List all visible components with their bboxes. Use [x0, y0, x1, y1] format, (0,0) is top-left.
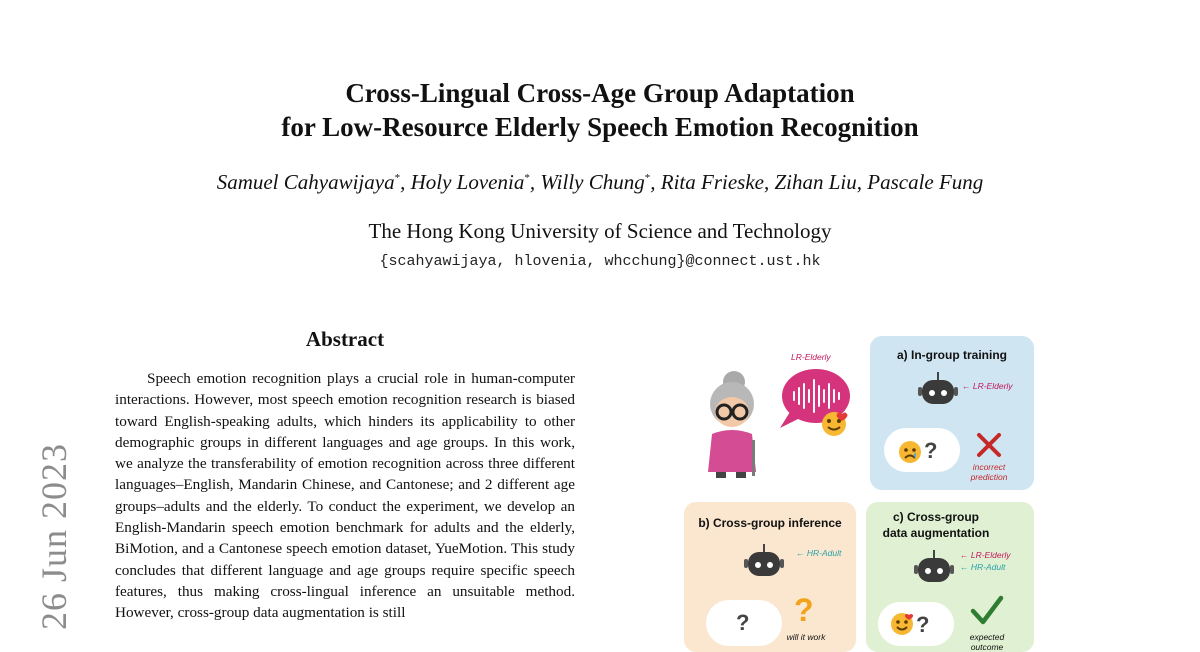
robot-icon: [918, 376, 958, 404]
author-emails: {scahyawijaya, hlovenia, whcchung}@connect.ust.hk: [379, 253, 821, 270]
author: Willy Chung*,: [540, 170, 661, 194]
paper-title-line-2: for Low-Resource Elderly Speech Emotion Recognition: [281, 112, 919, 142]
hr-adult-tag: ← HR-Adult: [960, 562, 1006, 572]
panel-b-result: will it work: [786, 632, 826, 642]
abstract-paragraph: Speech emotion recognition plays a crucial role in human-computer interactions. However, most speech emotion recognition research is biased toward English-speaking adults, which hinders its applicability to other demographic groups in different languages and age groups. In this work, we analyze the transferability of emotion recognition across three different languages–English, Mandarin Chinese, and Cantonese; and 2 different age groups–adults and the elderly. To conduct the experiment, we develop an English-Mandarin speech emotion benchmark for adults and the elderly, BiMotion, and a Cantonese speech emotion dataset, YueMotion. This study concludes that different language and age groups require specific speech features, thus making cross-lingual inference an unsuitable method. However, cross-group data augmentation is still: [115, 370, 575, 622]
cross-mark-icon: [976, 432, 1002, 458]
abstract-body: [115, 368, 575, 624]
lr-elderly-tag: ← LR-Elderly: [962, 381, 1013, 391]
panel-in-group-training: [870, 336, 1034, 490]
question-mark-icon: ?: [924, 438, 938, 463]
panel-cross-group-inference: [684, 502, 856, 652]
lr-elderly-tag: ← LR-Elderly: [960, 550, 1011, 560]
author: Samuel Cahyawijaya*,: [216, 170, 411, 194]
panel-a-data-tag: [962, 381, 1013, 391]
panel-a-result: incorrect prediction: [970, 462, 1008, 482]
elderly-woman-icon: [702, 370, 764, 480]
author: Holy Lovenia*,: [410, 170, 541, 194]
robot-icon: [914, 554, 954, 582]
big-question-mark: ?: [794, 592, 814, 628]
panel-c-data-tag-1: [960, 550, 1011, 560]
author: Pascale Fung: [867, 170, 984, 194]
panel-b-data-tag: [796, 548, 841, 558]
question-mark-icon: ?: [916, 612, 930, 637]
panel-a-title: a) In-group training: [897, 348, 1007, 362]
panel-c-data-tag-2: [960, 562, 1005, 572]
author-list: [0, 170, 1200, 195]
emoji-sad-icon: [898, 440, 922, 464]
emoji-love-icon: [890, 612, 914, 636]
emoji-love-icon: [820, 410, 848, 438]
speech-tag-lr-elderly: LR-Elderly: [791, 352, 831, 362]
arxiv-date-stamp: 26 Jun 2023: [34, 442, 74, 630]
panel-c-title-line-1: c) Cross-group: [892, 510, 979, 524]
panel-b-title: b) Cross-group inference: [698, 516, 842, 530]
affiliation: The Hong Kong University of Science and Technology: [368, 219, 832, 243]
author: Rita Frieske,: [660, 170, 775, 194]
abstract-heading: Abstract: [305, 327, 385, 351]
question-mark-icon: [794, 592, 814, 629]
question-mark-icon: ?: [736, 610, 750, 635]
robot-icon: [744, 548, 784, 576]
author: Zihan Liu,: [774, 170, 868, 194]
figure-1: [680, 330, 1040, 652]
panel-c-title-line-2: data augmentation: [882, 526, 990, 540]
panel-c-result: expected outcome: [969, 632, 1005, 652]
hr-adult-tag: ← HR-Adult: [796, 548, 842, 558]
thought-cloud: [884, 428, 960, 472]
check-mark-icon: [970, 594, 1004, 626]
panel-cross-group-data-augmentation: [866, 502, 1034, 652]
paper-title-line-1: Cross-Lingual Cross-Age Group Adaptation: [345, 78, 855, 108]
